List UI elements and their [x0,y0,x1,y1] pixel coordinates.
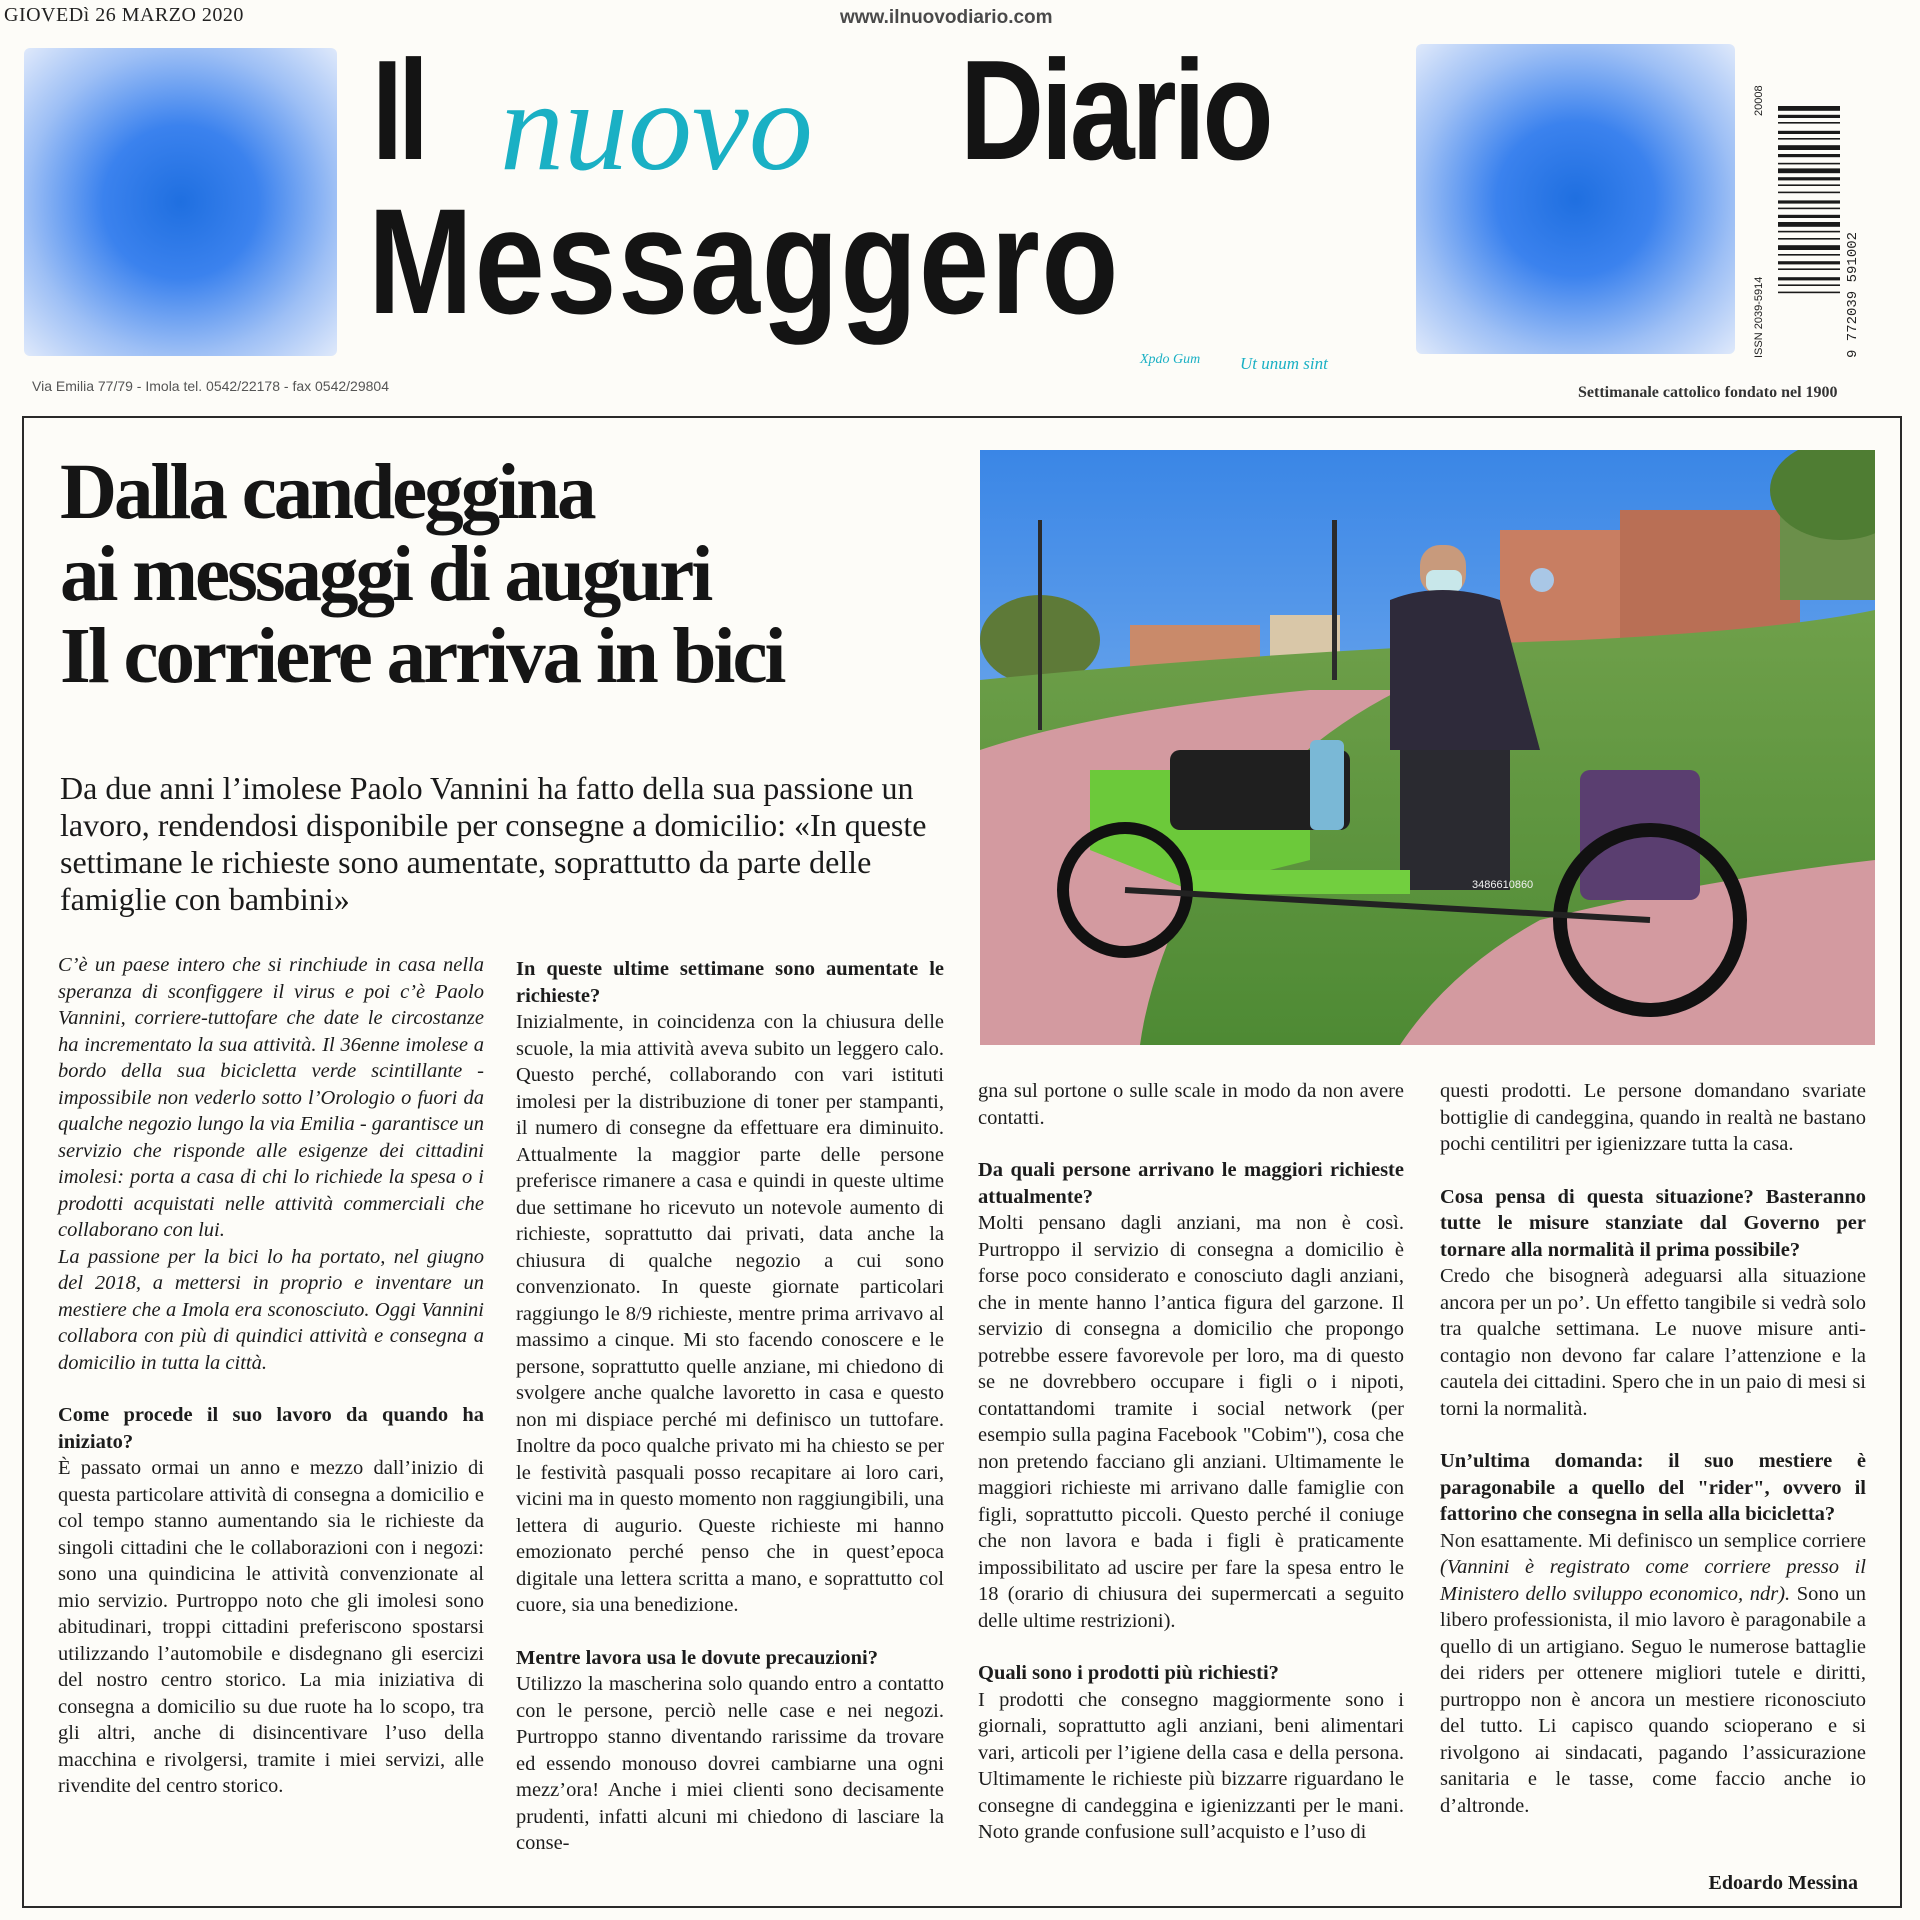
interview-answer [1440,1528,1866,1820]
headline [60,449,960,700]
answer-text: Sono un libero professionista, il mio lavoro è paragonabile a quello di un artigiano. Seguo le numerose battaglie dei riders per ottenere migliori tutele e diritti, purtroppo non è ancora un mestiere riconosciuto del tutto. Li capisco quando scioperano e si rivolgono ai sindacati, pagando l’assicurazione sanitaria e le tasse, come faccio anche io d’altronde. [1440,1582,1866,1817]
barcode-bar [1778,200,1840,203]
blurred-ad-right [1416,44,1735,354]
barcode-bar [1778,145,1840,150]
barcode-bar [1778,115,1840,118]
intro-paragraph: C’è un paese intero che si rinchiude in casa nella speranza di sconfiggere il virus e poi c’è Paolo Vannini, corriere-tuttofare che date le circostanze ha incrementato la sua attività. Il 36enne imolese a bordo della sua bicicletta verde scintillante - impossibile non vederlo sotto l’Orologio o fuori da qualche negozio lungo la via Emilia - garantisce un servizio che risponde alle esigenze dei cittadini imolesi: porta a casa di chi lo richiede la spesa o i prodotti acquistati nelle attività commerciali che collaborano con lui. [58,954,484,1241]
barcode-bar [1778,261,1840,264]
logo-il: Il [372,31,425,190]
headline-line: Il corriere arriva in bici [60,613,784,700]
interview-question: Cosa pensa di questa situazione? Basteranno tutte le misure stanziate dal Governo per tornare alla normalità il prima possibile? [1440,1185,1866,1261]
barcode-bar [1778,154,1840,157]
interview-question: In queste ultime settimane sono aumentate le richieste? [516,958,944,1007]
barcode [1752,66,1862,366]
issue-date: GIOVEDì 26 MARZO 2020 [4,4,244,26]
motto-symbol: Xpdo Gum [1140,352,1201,367]
barcode-bar [1778,138,1840,140]
interview-answer: È passato ormai un anno e mezzo dall’inizio di questa particolare attività di consegna a domicilio e col tempo stanno aumentando sia le richieste da singoli cittadini che le collaborazioni con i negozi: sono una quindicina le attività convenzionate al mio servizio. Purtroppo noto che gli imolesi sono abitudinari, troppi cittadini preferiscono spostarsi utilizzando l’automobile e disdegnano gli esercizi del nostro centro storico. La mia iniziativa di consegna a domicilio su due ruote ha lo scopo, tra gli altri, anche di disincentivare l’uso della macchina e rivolgersi, tramite i miei servizi, alle rivendite del centro storico. [58,1457,484,1797]
barcode-bar [1778,245,1840,250]
barcode-bar [1778,192,1840,194]
barcode-bar [1778,106,1840,111]
barcode-bar [1778,215,1840,218]
headline-line: ai messaggi di auguri [60,531,711,618]
interview-answer: I prodotti che consegno maggiormente sono i giornali, soprattutto agli anziani, beni alimentari vari, articoli per l’igiene della casa e della persona. Ultimamente le richieste più bizzarre riguardano le consegne di candeggina e igienizzanti per le mani. Noto grande confusione sull’acquisto e l’uso di [978,1688,1404,1843]
article-column-3 [978,1078,1404,1846]
article-column-1 [58,952,484,1800]
interview-question: Mentre lavora usa le dovute precauzioni? [516,1646,878,1669]
author-byline: Edoardo Messina [1708,1872,1858,1894]
barcode-bar [1778,163,1840,165]
cargo-bike-courier-photo [980,450,1875,1045]
barcode-bar [1778,122,1840,124]
interview-question: Come procede il suo lavoro da quando ha iniziato? [58,1404,484,1453]
issue-code: 20008 [1753,85,1765,116]
interview-answer: Inizialmente, in coincidenza con la chiusura delle scuole, la mia attività aveva subito un leggero calo. Questo perché, collaborando con vari istituti imolesi per la distribuzione di toner per stampanti, il numero di consegne da effettuare era diminuito. Attualmente la maggior parte delle persone preferisce rimanere a casa e quindi in queste ultime due settimane ho ricevuto un notevole aumento di richieste, soprattutto dai privati, data anche la chiusura di qualche negozio a cui sono convenzionato. In queste giornate particolari raggiungo le 8/9 richieste, mentre prima arrivavo al massimo a cinque. Mi sto facendo conoscere e le persone, soprattutto quelle anziane, mi chiedono di svolgere anche qualche lavoretto in casa e questo non mi dispiace perché mi definisco un tuttofare. Inoltre da poco qualche privato mi ha chiesto se per le festività pasquali posso recapitare ai loro cari, vicini ma in questo momento non raggiungibili, una lettera di augurio. Queste richieste mi hanno emozionato perché penso che in quest’epoca digitale una lettera scritta a mano, e soprattutto col cuore, sia una benedizione. [516,1011,944,1616]
answer-text: Non esattamente. Mi definisco un semplice corriere [1440,1529,1866,1552]
barcode-bar [1778,222,1840,227]
barcode-bar [1778,284,1840,286]
barcode-bar [1778,292,1840,294]
address-line: Via Emilia 77/79 - Imola tel. 0542/22178 - fax 0542/29804 [32,378,389,394]
barcode-bar [1778,268,1840,270]
barcode-bar [1778,277,1840,280]
logo-nuovo: nuovo [500,55,813,197]
barcode-number: 9 772039 591002 [1845,231,1861,358]
issn-label: ISSN 2039-5914 [1753,276,1765,358]
article-column-2 [516,956,944,1857]
logo-messaggero: Messaggero [368,177,1121,345]
motto: Ut unum sint [1240,354,1328,373]
interview-answer: questi prodotti. Le persone domandano svariate bottiglie di candeggina, quando in realtà ne bastano pochi centilitri per igienizzare tutta la casa. [1440,1080,1866,1155]
interview-answer: Molti pensano dagli anziani, ma non è così. Purtroppo il servizio di consegna a domicilio è forse poco considerato e conosciuto dagli anziani, che in mente hanno l’antica figura del garzone. Il servizio di consegna a domicilio che propongo potrebbe essere favorevole per loro, ma di questo se ne dovrebbero occupare i figli o i nipoti, contattandomi tramite i social network (per esempio sulla pagina Facebook "Cobim"), cosa che non pretendo facciano gli anziani. Ultimamente le maggiori richieste mi arrivano dalle famiglie con figli, soprattutto piccoli. Questo perché il coniuge che non lavora e bada i figli è praticamente impossibilitato ad uscire per fare la spesa entro le 18 (orario di chiusura dei supermercati a seguito delle ultime restrizioni). [978,1212,1404,1632]
barcode-bar [1778,177,1840,180]
subheadline: Da due anni l’imolese Paolo Vannini ha fatto della sua passione un lavoro, rendendosi disponibile per consegne a domicilio: «In queste settimane le richieste sono aumentate, soprattutto da parte delle famiglie con bambini» [60,770,927,917]
tagline: Settimanale cattolico fondato nel 1900 [1578,384,1838,401]
barcode-bar [1778,254,1840,256]
interview-question: Quali sono i prodotti più richiesti? [978,1662,1279,1684]
interview-question: Da quali persone arrivano le maggiori richieste attualmente? [978,1159,1404,1208]
barcode-bar [1778,131,1840,134]
editor-note: (Vannini è registrato come corriere presso il Ministero dello sviluppo economico, ndr). [1440,1556,1866,1605]
barcode-bar [1778,208,1840,210]
logo-diario: Diario [960,31,1271,190]
interview-answer: Utilizzo la mascherina solo quando entro a contatto con le persone, perciò nelle case e nei negozi. Purtroppo stanno diventando rarissime da trovare ed essendo monouso dovrei cambiarne una ogni mezz’ora! Anche i miei clienti sono decisamente prudenti, infatti alcuni mi chiedono di lasciare la conse- [516,1673,944,1854]
headline-line: Dalla candeggina [60,449,594,536]
interview-question: Un’ultima domanda: il suo mestiere è paragonabile a quello del "rider", ovvero il fattorino che consegna in sella alla bicicletta? [1440,1450,1866,1525]
interview-answer: gna sul portone o sulle scale in modo da non avere contatti. [978,1080,1404,1129]
interview-answer: Credo che bisognerà adeguarsi alla situazione ancora per un po’. Un effetto tangibile si vedrà solo tra qualche settimana. Le nuove misure anti-contagio non devono far calare l’attenzione e la cautela dei cittadini. Spero che in un paio di mesi si torni la normalità. [1440,1265,1866,1420]
bike-phone-number: 3486610860 [1472,879,1534,891]
barcode-bar [1778,231,1840,233]
blurred-ad-left [24,48,337,356]
website-url[interactable]: www.ilnuovodiario.com [840,7,1053,28]
intro-paragraph: La passione per la bici lo ha portato, nel giugno del 2018, a mettersi in proprio e inventare un mestiere che a Imola era sconosciuto. Oggi Vannini collabora con più di quindici attività e consegna a domicilio in tutta la città. [58,1245,484,1374]
barcode-bar [1778,238,1840,240]
barcode-bar [1778,168,1840,173]
article-column-4 [1440,1078,1866,1819]
barcode-bar [1778,184,1840,186]
